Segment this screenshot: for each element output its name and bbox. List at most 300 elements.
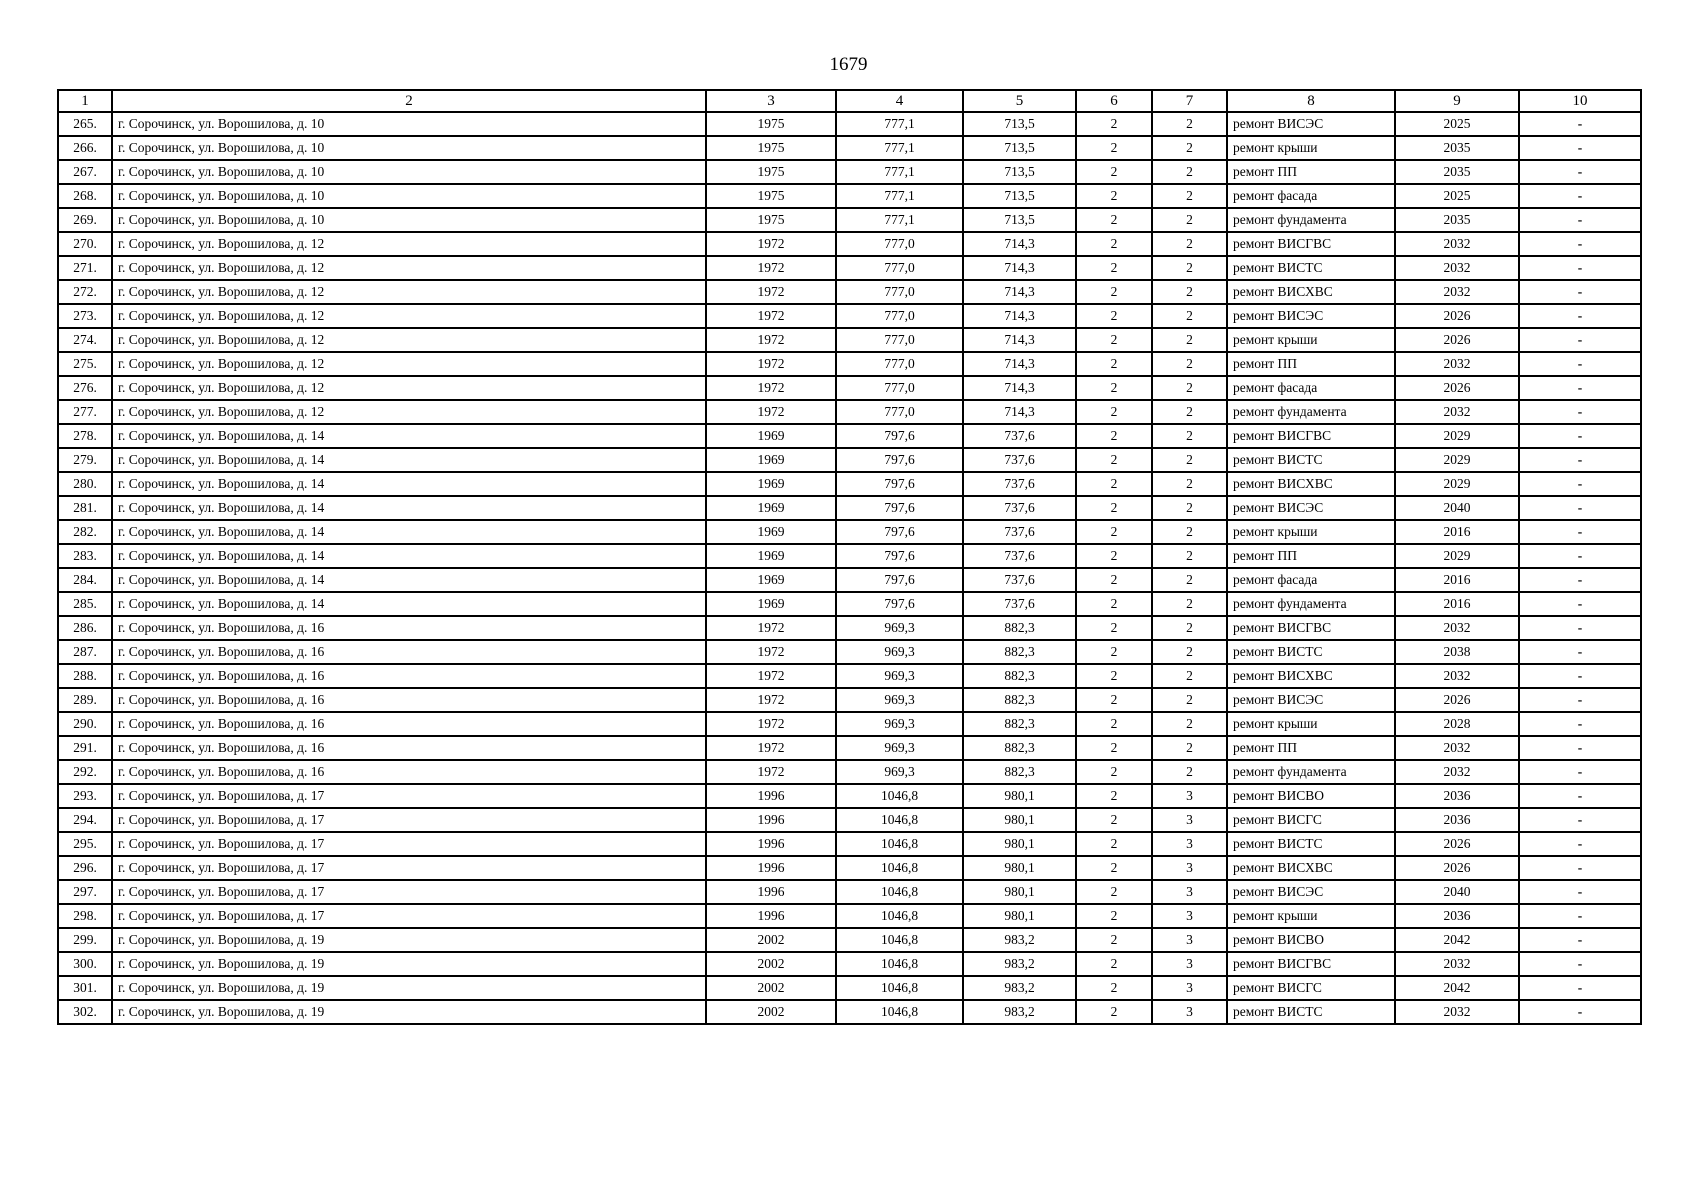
planned-year-cell: 2032 [1395,232,1519,256]
note-cell: - [1519,448,1641,472]
work-type-cell: ремонт крыши [1227,712,1395,736]
floors-cell: 2 [1076,664,1152,688]
table-row [58,904,1641,928]
year-built-cell: 1996 [706,784,836,808]
year-built-cell: 2002 [706,1000,836,1024]
planned-year-cell: 2032 [1395,952,1519,976]
year-built-cell: 1969 [706,448,836,472]
table-row [58,232,1641,256]
note-cell: - [1519,328,1641,352]
living-area-cell: 983,2 [963,928,1076,952]
planned-year-cell: 2040 [1395,880,1519,904]
floors-cell: 2 [1076,184,1152,208]
address-cell: г. Сорочинск, ул. Ворошилова, д. 17 [112,784,706,808]
floors-cell: 2 [1076,568,1152,592]
living-area-cell: 714,3 [963,304,1076,328]
entrances-cell: 3 [1152,856,1227,880]
note-cell: - [1519,472,1641,496]
table-row [58,424,1641,448]
row-number: 299. [58,928,112,952]
note-cell: - [1519,616,1641,640]
entrances-cell: 2 [1152,160,1227,184]
row-number: 267. [58,160,112,184]
total-area-cell: 777,0 [836,328,963,352]
total-area-cell: 1046,8 [836,856,963,880]
floors-cell: 2 [1076,592,1152,616]
note-cell: - [1519,712,1641,736]
floors-cell: 2 [1076,856,1152,880]
year-built-cell: 1972 [706,328,836,352]
floors-cell: 2 [1076,880,1152,904]
work-type-cell: ремонт ВИСЭС [1227,112,1395,136]
row-number: 265. [58,112,112,136]
floors-cell: 2 [1076,736,1152,760]
planned-year-cell: 2038 [1395,640,1519,664]
note-cell: - [1519,592,1641,616]
entrances-cell: 2 [1152,208,1227,232]
note-cell: - [1519,256,1641,280]
column-header: 1 [58,90,112,112]
living-area-cell: 713,5 [963,184,1076,208]
planned-year-cell: 2028 [1395,712,1519,736]
table-row [58,880,1641,904]
note-cell: - [1519,112,1641,136]
living-area-cell: 980,1 [963,856,1076,880]
address-cell: г. Сорочинск, ул. Ворошилова, д. 17 [112,832,706,856]
living-area-cell: 737,6 [963,520,1076,544]
table-row [58,112,1641,136]
year-built-cell: 2002 [706,928,836,952]
row-number: 289. [58,688,112,712]
living-area-cell: 737,6 [963,472,1076,496]
floors-cell: 2 [1076,352,1152,376]
note-cell: - [1519,376,1641,400]
address-cell: г. Сорочинск, ул. Ворошилова, д. 16 [112,640,706,664]
note-cell: - [1519,664,1641,688]
total-area-cell: 1046,8 [836,832,963,856]
total-area-cell: 777,0 [836,232,963,256]
floors-cell: 2 [1076,520,1152,544]
floors-cell: 2 [1076,904,1152,928]
note-cell: - [1519,640,1641,664]
work-type-cell: ремонт фасада [1227,376,1395,400]
table-row [58,640,1641,664]
floors-cell: 2 [1076,832,1152,856]
column-header: 9 [1395,90,1519,112]
year-built-cell: 1972 [706,280,836,304]
living-area-cell: 882,3 [963,616,1076,640]
floors-cell: 2 [1076,688,1152,712]
work-type-cell: ремонт фундамента [1227,592,1395,616]
year-built-cell: 1969 [706,520,836,544]
living-area-cell: 737,6 [963,496,1076,520]
floors-cell: 2 [1076,160,1152,184]
planned-year-cell: 2035 [1395,208,1519,232]
total-area-cell: 969,3 [836,760,963,784]
total-area-cell: 969,3 [836,616,963,640]
year-built-cell: 1996 [706,856,836,880]
row-number: 281. [58,496,112,520]
address-cell: г. Сорочинск, ул. Ворошилова, д. 12 [112,328,706,352]
table-row [58,976,1641,1000]
year-built-cell: 1972 [706,712,836,736]
note-cell: - [1519,784,1641,808]
living-area-cell: 737,6 [963,424,1076,448]
planned-year-cell: 2016 [1395,568,1519,592]
living-area-cell: 713,5 [963,208,1076,232]
work-type-cell: ремонт ВИСЭС [1227,880,1395,904]
floors-cell: 2 [1076,1000,1152,1024]
work-type-cell: ремонт ВИСЭС [1227,496,1395,520]
address-cell: г. Сорочинск, ул. Ворошилова, д. 14 [112,424,706,448]
entrances-cell: 2 [1152,640,1227,664]
note-cell: - [1519,160,1641,184]
living-area-cell: 882,3 [963,640,1076,664]
note-cell: - [1519,736,1641,760]
entrances-cell: 3 [1152,952,1227,976]
total-area-cell: 969,3 [836,688,963,712]
note-cell: - [1519,928,1641,952]
entrances-cell: 2 [1152,592,1227,616]
total-area-cell: 1046,8 [836,976,963,1000]
table-row [58,760,1641,784]
row-number: 292. [58,760,112,784]
year-built-cell: 1996 [706,880,836,904]
total-area-cell: 797,6 [836,592,963,616]
total-area-cell: 969,3 [836,664,963,688]
planned-year-cell: 2026 [1395,304,1519,328]
total-area-cell: 797,6 [836,568,963,592]
living-area-cell: 714,3 [963,376,1076,400]
floors-cell: 2 [1076,280,1152,304]
work-type-cell: ремонт крыши [1227,520,1395,544]
table-row [58,520,1641,544]
entrances-cell: 2 [1152,328,1227,352]
table-row [58,832,1641,856]
row-number: 293. [58,784,112,808]
year-built-cell: 1996 [706,808,836,832]
note-cell: - [1519,208,1641,232]
address-cell: г. Сорочинск, ул. Ворошилова, д. 10 [112,112,706,136]
entrances-cell: 2 [1152,112,1227,136]
address-cell: г. Сорочинск, ул. Ворошилова, д. 12 [112,280,706,304]
work-type-cell: ремонт ВИСВО [1227,928,1395,952]
address-cell: г. Сорочинск, ул. Ворошилова, д. 14 [112,472,706,496]
row-number: 275. [58,352,112,376]
row-number: 282. [58,520,112,544]
floors-cell: 2 [1076,928,1152,952]
column-header: 4 [836,90,963,112]
total-area-cell: 797,6 [836,544,963,568]
work-type-cell: ремонт фундамента [1227,760,1395,784]
planned-year-cell: 2029 [1395,472,1519,496]
table-row [58,280,1641,304]
planned-year-cell: 2032 [1395,1000,1519,1024]
floors-cell: 2 [1076,256,1152,280]
work-type-cell: ремонт ПП [1227,352,1395,376]
work-type-cell: ремонт фундамента [1227,208,1395,232]
planned-year-cell: 2032 [1395,616,1519,640]
row-number: 297. [58,880,112,904]
floors-cell: 2 [1076,472,1152,496]
address-cell: г. Сорочинск, ул. Ворошилова, д. 10 [112,184,706,208]
address-cell: г. Сорочинск, ул. Ворошилова, д. 14 [112,520,706,544]
entrances-cell: 2 [1152,664,1227,688]
total-area-cell: 777,0 [836,280,963,304]
entrances-cell: 2 [1152,760,1227,784]
year-built-cell: 1972 [706,664,836,688]
year-built-cell: 1972 [706,352,836,376]
entrances-cell: 2 [1152,400,1227,424]
year-built-cell: 2002 [706,976,836,1000]
entrances-cell: 2 [1152,544,1227,568]
year-built-cell: 1969 [706,424,836,448]
row-number: 291. [58,736,112,760]
year-built-cell: 1969 [706,472,836,496]
entrances-cell: 2 [1152,232,1227,256]
work-type-cell: ремонт фундамента [1227,400,1395,424]
living-area-cell: 737,6 [963,592,1076,616]
row-number: 268. [58,184,112,208]
work-type-cell: ремонт ПП [1227,544,1395,568]
entrances-cell: 2 [1152,352,1227,376]
total-area-cell: 969,3 [836,712,963,736]
entrances-cell: 2 [1152,496,1227,520]
entrances-cell: 2 [1152,136,1227,160]
note-cell: - [1519,496,1641,520]
planned-year-cell: 2016 [1395,520,1519,544]
planned-year-cell: 2026 [1395,376,1519,400]
table-row [58,928,1641,952]
planned-year-cell: 2026 [1395,832,1519,856]
note-cell: - [1519,232,1641,256]
planned-year-cell: 2026 [1395,856,1519,880]
row-number: 279. [58,448,112,472]
row-number: 295. [58,832,112,856]
table-row [58,736,1641,760]
note-cell: - [1519,856,1641,880]
living-area-cell: 882,3 [963,688,1076,712]
planned-year-cell: 2025 [1395,112,1519,136]
year-built-cell: 1975 [706,184,836,208]
work-type-cell: ремонт крыши [1227,328,1395,352]
work-type-cell: ремонт ВИСЭС [1227,688,1395,712]
living-area-cell: 980,1 [963,904,1076,928]
entrances-cell: 3 [1152,832,1227,856]
living-area-cell: 882,3 [963,664,1076,688]
note-cell: - [1519,880,1641,904]
planned-year-cell: 2036 [1395,808,1519,832]
living-area-cell: 713,5 [963,160,1076,184]
total-area-cell: 797,6 [836,520,963,544]
entrances-cell: 3 [1152,808,1227,832]
living-area-cell: 714,3 [963,232,1076,256]
entrances-cell: 3 [1152,976,1227,1000]
living-area-cell: 983,2 [963,1000,1076,1024]
floors-cell: 2 [1076,448,1152,472]
living-area-cell: 737,6 [963,544,1076,568]
table-row [58,256,1641,280]
note-cell: - [1519,184,1641,208]
note-cell: - [1519,832,1641,856]
planned-year-cell: 2042 [1395,976,1519,1000]
address-cell: г. Сорочинск, ул. Ворошилова, д. 14 [112,544,706,568]
total-area-cell: 777,0 [836,400,963,424]
column-header: 7 [1152,90,1227,112]
year-built-cell: 1972 [706,400,836,424]
address-cell: г. Сорочинск, ул. Ворошилова, д. 12 [112,304,706,328]
work-type-cell: ремонт ВИСТС [1227,448,1395,472]
address-cell: г. Сорочинск, ул. Ворошилова, д. 10 [112,160,706,184]
entrances-cell: 3 [1152,880,1227,904]
work-type-cell: ремонт ВИСТС [1227,256,1395,280]
row-number: 274. [58,328,112,352]
entrances-cell: 2 [1152,424,1227,448]
work-type-cell: ремонт ПП [1227,736,1395,760]
entrances-cell: 2 [1152,712,1227,736]
total-area-cell: 777,1 [836,136,963,160]
entrances-cell: 3 [1152,784,1227,808]
living-area-cell: 980,1 [963,832,1076,856]
table-row [58,400,1641,424]
living-area-cell: 714,3 [963,328,1076,352]
address-cell: г. Сорочинск, ул. Ворошилова, д. 12 [112,232,706,256]
table-row [58,544,1641,568]
total-area-cell: 777,1 [836,160,963,184]
total-area-cell: 777,0 [836,352,963,376]
row-number: 300. [58,952,112,976]
address-cell: г. Сорочинск, ул. Ворошилова, д. 14 [112,496,706,520]
table-row [58,952,1641,976]
row-number: 298. [58,904,112,928]
living-area-cell: 737,6 [963,448,1076,472]
address-cell: г. Сорочинск, ул. Ворошилова, д. 16 [112,616,706,640]
planned-year-cell: 2016 [1395,592,1519,616]
total-area-cell: 969,3 [836,736,963,760]
note-cell: - [1519,424,1641,448]
year-built-cell: 1972 [706,736,836,760]
work-type-cell: ремонт ПП [1227,160,1395,184]
note-cell: - [1519,760,1641,784]
address-cell: г. Сорочинск, ул. Ворошилова, д. 17 [112,808,706,832]
address-cell: г. Сорочинск, ул. Ворошилова, д. 19 [112,952,706,976]
address-cell: г. Сорочинск, ул. Ворошилова, д. 12 [112,256,706,280]
living-area-cell: 737,6 [963,568,1076,592]
table-row [58,568,1641,592]
column-header: 2 [112,90,706,112]
floors-cell: 2 [1076,712,1152,736]
floors-cell: 2 [1076,424,1152,448]
year-built-cell: 1972 [706,232,836,256]
work-type-cell: ремонт ВИСГВС [1227,616,1395,640]
note-cell: - [1519,952,1641,976]
address-cell: г. Сорочинск, ул. Ворошилова, д. 16 [112,736,706,760]
year-built-cell: 1969 [706,592,836,616]
address-cell: г. Сорочинск, ул. Ворошилова, д. 10 [112,136,706,160]
note-cell: - [1519,280,1641,304]
table-row [58,184,1641,208]
work-type-cell: ремонт ВИСГС [1227,976,1395,1000]
work-type-cell: ремонт ВИСГВС [1227,232,1395,256]
year-built-cell: 1969 [706,496,836,520]
planned-year-cell: 2032 [1395,664,1519,688]
entrances-cell: 2 [1152,256,1227,280]
address-cell: г. Сорочинск, ул. Ворошилова, д. 17 [112,880,706,904]
entrances-cell: 2 [1152,280,1227,304]
planned-year-cell: 2026 [1395,328,1519,352]
row-number: 266. [58,136,112,160]
note-cell: - [1519,1000,1641,1024]
table-row [58,856,1641,880]
work-type-cell: ремонт фасада [1227,184,1395,208]
planned-year-cell: 2029 [1395,448,1519,472]
planned-year-cell: 2032 [1395,352,1519,376]
repair-schedule-table [57,89,1642,1025]
planned-year-cell: 2032 [1395,256,1519,280]
total-area-cell: 1046,8 [836,1000,963,1024]
year-built-cell: 1972 [706,376,836,400]
planned-year-cell: 2029 [1395,424,1519,448]
living-area-cell: 980,1 [963,880,1076,904]
row-number: 270. [58,232,112,256]
address-cell: г. Сорочинск, ул. Ворошилова, д. 14 [112,568,706,592]
planned-year-cell: 2042 [1395,928,1519,952]
year-built-cell: 1969 [706,568,836,592]
table-row [58,592,1641,616]
row-number: 290. [58,712,112,736]
note-cell: - [1519,352,1641,376]
work-type-cell: ремонт ВИСВО [1227,784,1395,808]
work-type-cell: ремонт ВИСТС [1227,1000,1395,1024]
table-row [58,304,1641,328]
floors-cell: 2 [1076,400,1152,424]
table-row [58,664,1641,688]
row-number: 272. [58,280,112,304]
year-built-cell: 1975 [706,112,836,136]
work-type-cell: ремонт ВИСЭС [1227,304,1395,328]
column-header: 3 [706,90,836,112]
entrances-cell: 2 [1152,616,1227,640]
column-header: 8 [1227,90,1395,112]
table-row [58,160,1641,184]
row-number: 285. [58,592,112,616]
column-header: 5 [963,90,1076,112]
planned-year-cell: 2036 [1395,904,1519,928]
work-type-cell: ремонт ВИСТС [1227,640,1395,664]
total-area-cell: 777,1 [836,208,963,232]
address-cell: г. Сорочинск, ул. Ворошилова, д. 12 [112,376,706,400]
year-built-cell: 1972 [706,256,836,280]
living-area-cell: 714,3 [963,400,1076,424]
total-area-cell: 777,0 [836,256,963,280]
year-built-cell: 1969 [706,544,836,568]
address-cell: г. Сорочинск, ул. Ворошилова, д. 12 [112,352,706,376]
table-row [58,688,1641,712]
address-cell: г. Сорочинск, ул. Ворошилова, д. 16 [112,688,706,712]
table-row [58,616,1641,640]
living-area-cell: 713,5 [963,112,1076,136]
row-number: 273. [58,304,112,328]
planned-year-cell: 2040 [1395,496,1519,520]
floors-cell: 2 [1076,808,1152,832]
floors-cell: 2 [1076,952,1152,976]
row-number: 278. [58,424,112,448]
year-built-cell: 1972 [706,760,836,784]
year-built-cell: 1972 [706,688,836,712]
table-row [58,784,1641,808]
year-built-cell: 1972 [706,640,836,664]
entrances-cell: 2 [1152,376,1227,400]
